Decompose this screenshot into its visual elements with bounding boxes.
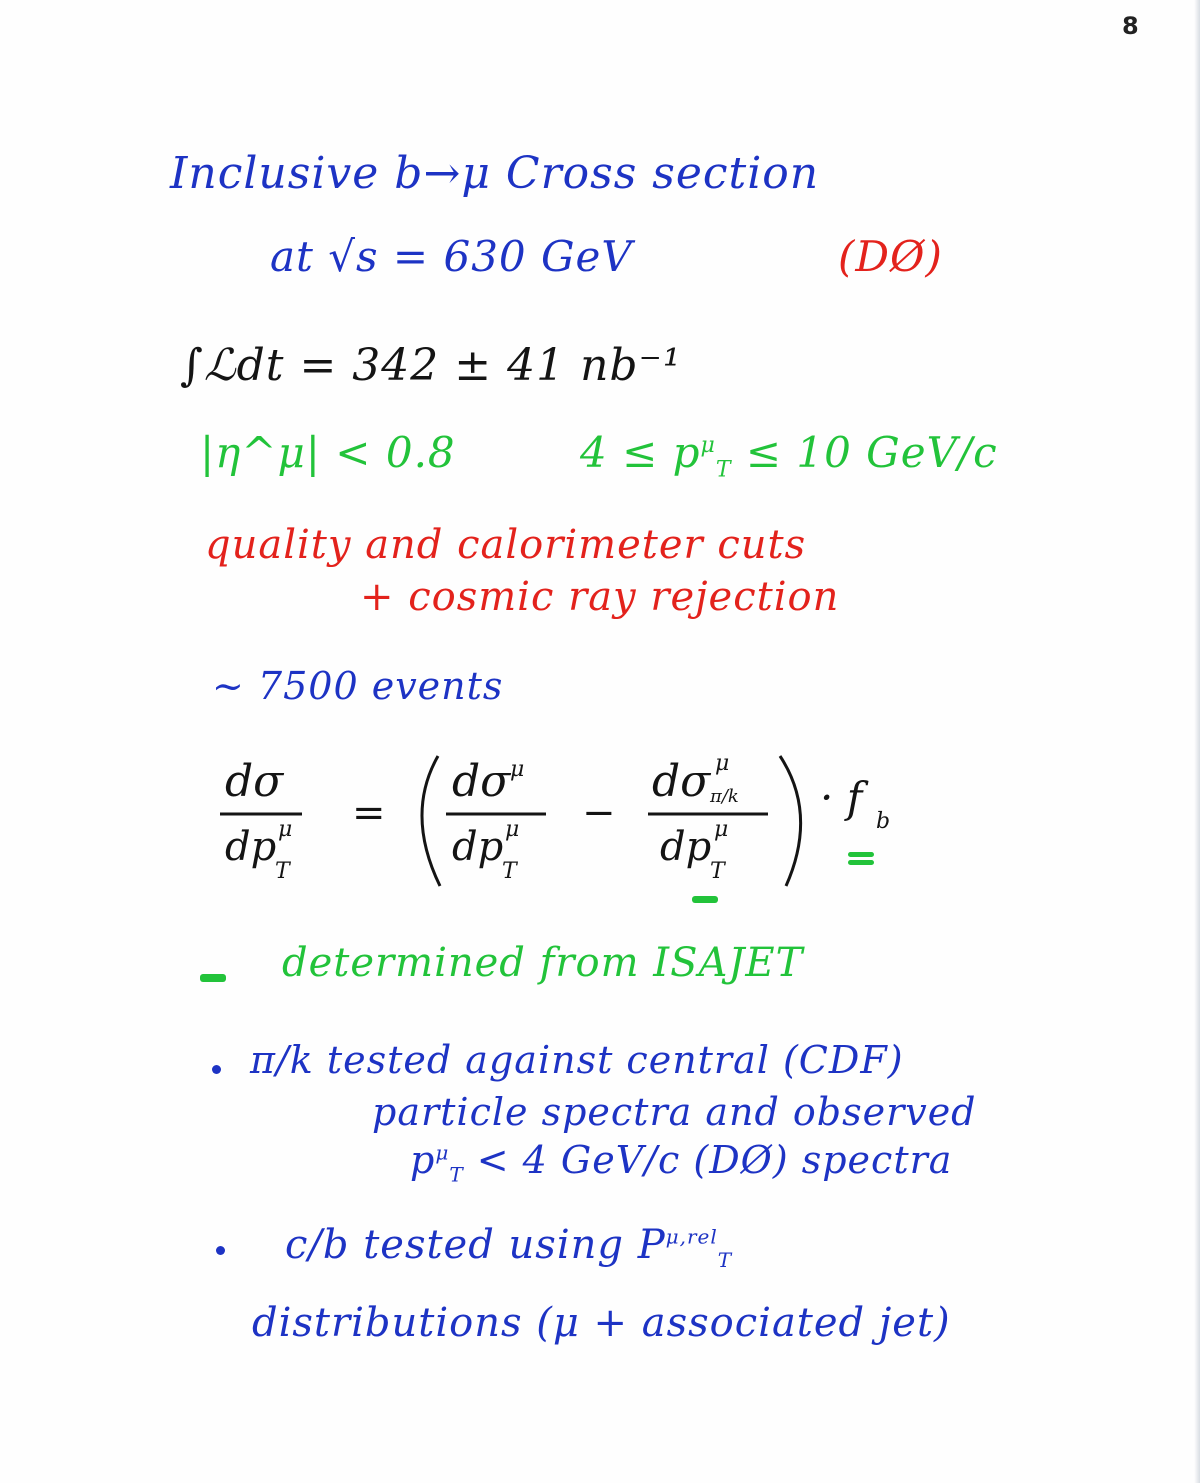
term1-t: T <box>502 859 517 884</box>
event-count: ~ 7500 events <box>212 664 504 708</box>
cross-section-formula <box>220 748 920 908</box>
fb-factor: · f <box>820 773 863 822</box>
bullet-dot-1 <box>212 1065 221 1074</box>
lhs-numerator: dσ <box>225 756 284 807</box>
fb-subscript: b <box>876 809 891 834</box>
pt-cut-sup: μ <box>700 433 716 458</box>
bullet-dot-2 <box>216 1246 225 1255</box>
isajet-green-marker <box>200 974 226 982</box>
formula-equals: = <box>352 790 386 836</box>
lhs-t: T <box>275 859 290 884</box>
lhs-denominator: dp <box>225 824 277 870</box>
term2-denominator: dp <box>660 824 712 870</box>
term1-denominator: dp <box>452 824 504 870</box>
term1-mu: μ <box>505 817 520 842</box>
bullet1-line3-sub: T <box>449 1162 464 1187</box>
term2-subscript: π/k <box>710 786 739 807</box>
term1-mu-top: μ <box>510 757 525 782</box>
fb-green-mark-1 <box>848 852 874 857</box>
term2-numerator: dσ <box>652 756 711 807</box>
bullet1-line3-sup: μ <box>435 1140 450 1165</box>
left-paren <box>422 756 440 886</box>
pt-cut-sub: T <box>715 457 732 483</box>
term2-mu: μ <box>714 817 729 842</box>
bullet2-line1-sub: T <box>717 1248 733 1272</box>
bullet1-line2: particle spectra and observed <box>372 1090 977 1134</box>
cuts-line-1: quality and calorimeter cuts <box>205 522 807 568</box>
bullet1-line1: π/k tested against central (CDF) <box>250 1038 904 1082</box>
cuts-line-2: + cosmic ray rejection <box>360 574 840 620</box>
eta-cut: |η^μ| < 0.8 <box>200 428 456 477</box>
bullet2-line2: distributions (μ + associated jet) <box>252 1300 951 1346</box>
pt-cut-right: ≤ 10 GeV/c <box>731 428 998 477</box>
bullet2-line1 <box>285 1222 732 1272</box>
term2-mu-top: μ <box>715 751 730 776</box>
term2-t: T <box>710 859 725 884</box>
bullet1-line3-p: p <box>410 1138 436 1182</box>
right-paren <box>780 756 801 886</box>
term1-numerator: dσ <box>452 756 511 807</box>
energy-line: at √s = 630 GeV <box>270 232 633 281</box>
bullet2-line1-text: c/b tested using P <box>285 1222 666 1268</box>
fb-green-mark-2 <box>848 860 874 865</box>
bullet1-line3 <box>410 1138 952 1187</box>
pt-cut-left: 4 ≤ p <box>580 428 701 477</box>
luminosity-line: ∫ℒdt = 342 ± 41 nb⁻¹ <box>180 340 682 391</box>
lhs-mu: μ <box>278 817 293 842</box>
page-number: 8 <box>1122 12 1139 40</box>
experiment-label: (DØ) <box>838 232 943 281</box>
page-edge-shadow <box>1194 0 1200 1483</box>
pt-cut <box>580 428 998 482</box>
pion-term-green-mark <box>692 896 718 903</box>
notes-title: Inclusive b→μ Cross section <box>170 148 820 199</box>
bullet1-line3-rest: < 4 GeV/c (DØ) spectra <box>463 1138 953 1182</box>
formula-minus: − <box>582 790 616 836</box>
isajet-note: determined from ISAJET <box>282 940 804 986</box>
bullet2-line1-sup: μ,rel <box>665 1224 718 1249</box>
